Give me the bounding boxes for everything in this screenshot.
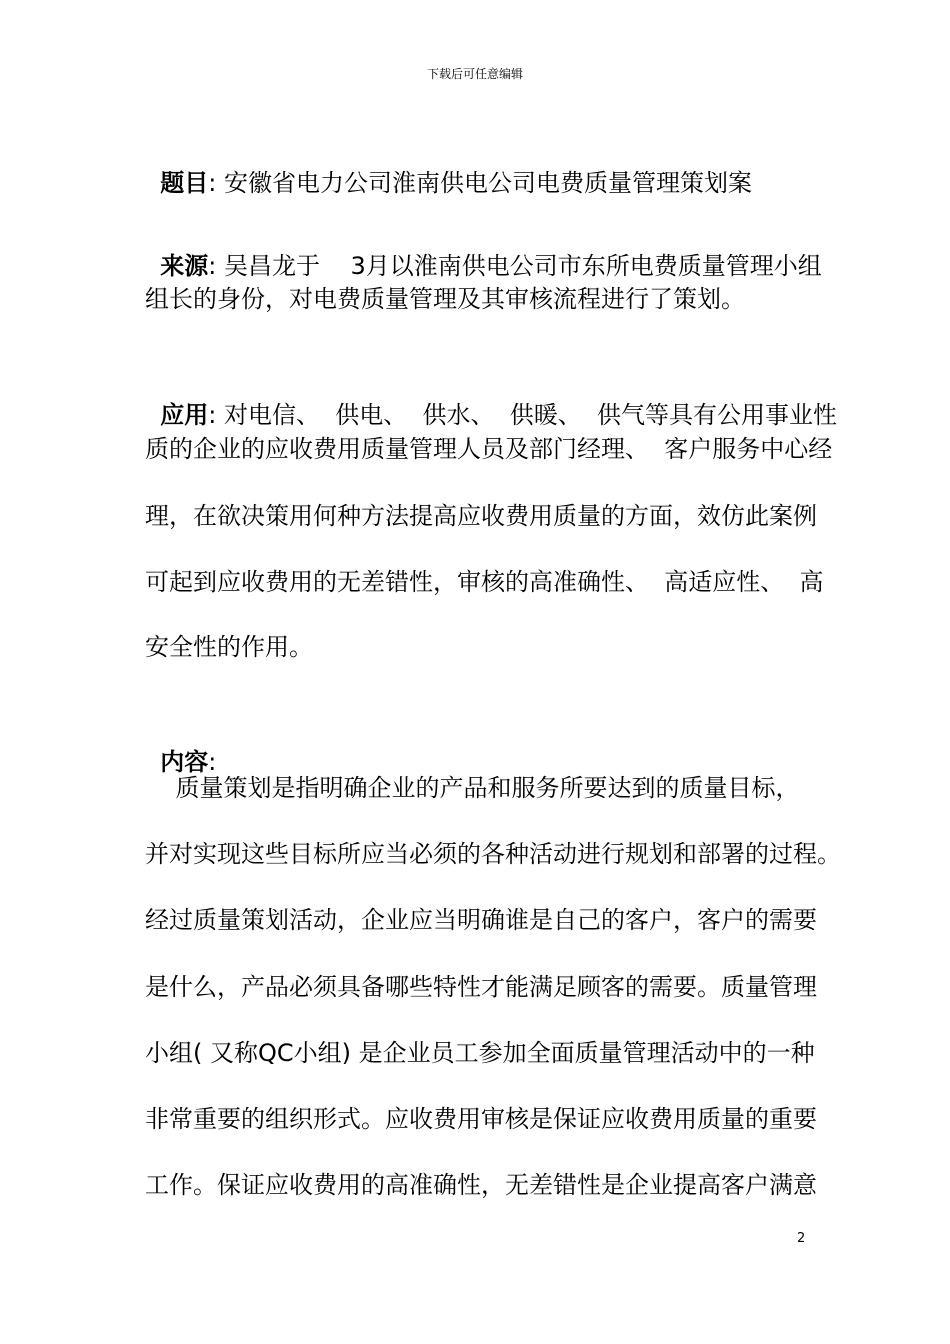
source-line-1	[145, 218, 822, 282]
content-line-6: 非常重要的组织形式。应收费用审核是保证应收费用质量的重要	[145, 1105, 817, 1133]
content-line-3: 经过质量策划活动，企业应当明确谁是自己的客户，客户的需要	[145, 906, 817, 934]
application-line-2: 质的企业的应收费用质量管理人员及部门经理、 客户服务中心经	[145, 435, 833, 463]
title-line	[145, 135, 752, 199]
content-line-2: 并对实现这些目标所应当必须的各种活动进行规划和部署的过程。	[145, 840, 841, 868]
content-heading	[145, 714, 216, 778]
source-label: 来源	[160, 252, 209, 280]
content-line-1: 质量策划是指明确企业的产品和服务所要达到的质量目标，	[145, 774, 800, 802]
application-line-1	[145, 367, 837, 431]
title-text: 安徽省电力公司淮南供电公司电费质量管理策划案	[224, 169, 752, 197]
content-line-5: 小组( 又称QC小组) 是企业员工参加全面质量管理活动中的一种	[145, 1039, 815, 1067]
title-colon: :	[208, 169, 217, 197]
page-number: 2	[797, 1231, 806, 1246]
application-text-1: 对电信、 供电、 供水、 供暖、 供气等具有公用事业性	[224, 401, 838, 429]
application-line-4: 可起到应收费用的无差错性，审核的高准确性、 高适应性、 高	[145, 568, 824, 596]
content-colon: :	[208, 748, 217, 776]
application-line-5: 安全性的作用。	[145, 633, 313, 661]
application-label: 应用	[160, 401, 209, 429]
application-colon: :	[208, 401, 217, 429]
page-header: 下载后可任意编辑	[426, 67, 523, 81]
content-line-4: 是什么，产品必须具备哪些特性才能满足顾客的需要。质量管理	[145, 973, 817, 1001]
title-label: 题目	[160, 169, 209, 197]
content-label: 内容	[160, 748, 209, 776]
source-text-1: 吴昌龙于 3月以淮南供电公司市东所电费质量管理小组	[224, 252, 822, 280]
source-line-2: 组长的身份，对电费质量管理及其审核流程进行了策划。	[145, 285, 745, 313]
content-line-7: 工作。保证应收费用的高准确性，无差错性是企业提高客户满意	[145, 1171, 817, 1199]
source-colon: :	[208, 252, 217, 280]
application-line-3: 理，在欲决策用何种方法提高应收费用质量的方面，效仿此案例	[145, 502, 817, 530]
